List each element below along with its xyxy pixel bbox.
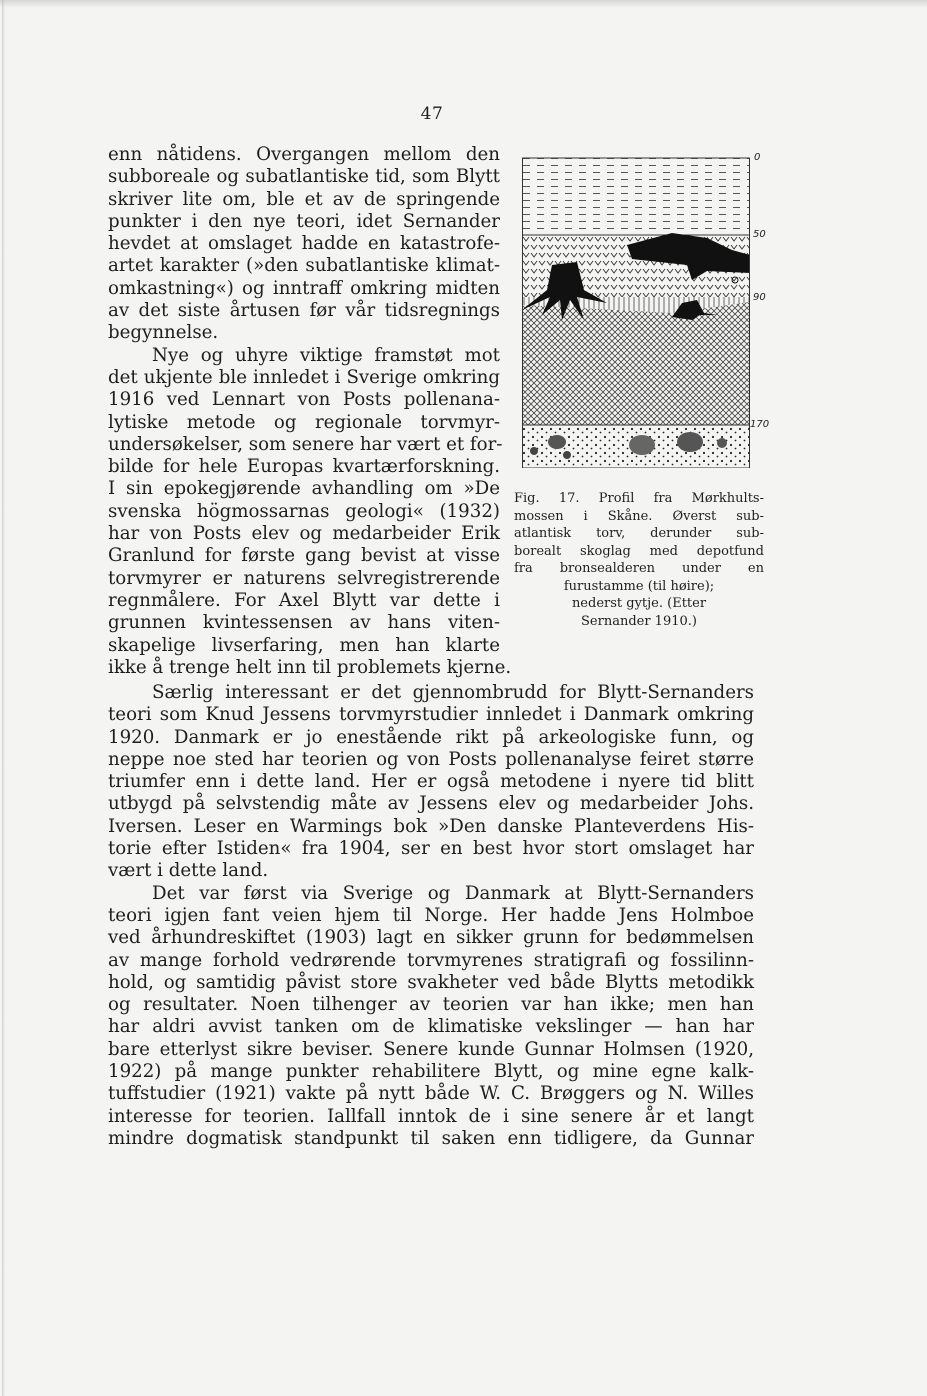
depth-label-50: 50 (753, 229, 766, 240)
text-line: 1916 ved Lennart von Posts pollenana- (108, 389, 500, 411)
text-line: ikke å trenge helt inn til problemets kjerne. (108, 656, 512, 678)
text-line: mindre dogmatisk standpunkt til saken enn tidligere, da Gunnar (108, 1127, 754, 1149)
depth-label-170: 170 (750, 419, 770, 430)
text-line: av det siste årtusen før vår tidsregnings (108, 300, 500, 322)
text-line: vært i dette land. (108, 860, 269, 882)
text-line: torvmyrer er naturens selvregistrerende (108, 567, 500, 589)
depth-label-0: 0 (754, 152, 761, 163)
binding-edge (2, 0, 5, 1396)
caption-line: fra bronsealderen under en (514, 561, 764, 576)
caption-line: furustamme (til høire); (563, 578, 715, 594)
text-line: ved århundreskiftet (1903) lagt en sikker grunn for bedømmelsen (108, 927, 754, 949)
text-line: hold, og samtidig påvist store svakheter ved både Blytts metodikk (108, 971, 754, 993)
text-line: enn nåtidens. Overgangen mellom den (108, 144, 500, 165)
caption-line: Sernander 1910.) (581, 613, 697, 629)
text-line: regnmålere. For Axel Blytt var dette i (108, 589, 500, 611)
text-line: neppe noe sted har teorien og von Posts pollenanalyse feiret større (108, 748, 754, 770)
peat-profile-figure (522, 152, 770, 468)
text-line: undersøkelser, som senere har vært et for- (108, 433, 503, 455)
text-line: av mange forhold vedrørende torvmyrenes stratigrafi og fossilinn- (108, 949, 754, 971)
text-line: Det var først via Sverige og Danmark at Blytt-Sernanders (152, 882, 754, 904)
text-line: I sin epokegjørende avhandling om »De (108, 478, 500, 500)
text-line: grunnen kvintessensen av hans viten- (108, 612, 500, 634)
text-line: utbygd på selvstendig måte av Jessens elev og medarbeider Johs. (108, 793, 754, 815)
text-line: triumfer enn i dette land. Her er også metodene i nyere tid blitt (108, 771, 754, 793)
text-line: og resultater. Noen tilhenger av teorien var han ikke; men han (108, 994, 754, 1016)
narrow-text-column (108, 144, 512, 679)
text-line: subboreale og subatlantiske tid, som Blytt (108, 166, 500, 188)
text-line: 1920. Danmark er jo enestående rikt på arkeologiske funn, og (108, 726, 754, 748)
text-line: skriver lite om, ble et av de springende (108, 188, 500, 210)
text-line: Særlig interessant er det gjennombrudd for Blytt-Sernanders (152, 682, 754, 703)
text-line: Iversen. Leser en Warmings bok »Den danske Planteverdens His- (108, 815, 754, 837)
text-line: hevdet at omslaget hadde en katastrofe- (108, 233, 500, 255)
text-line: Nye og uhyre viktige framstøt mot (152, 344, 500, 366)
text-line: Granlund for første gang bevist at visse (108, 545, 500, 567)
page-number: 47 (420, 104, 444, 124)
text-line: torie efter Istiden« fra 1904, ser en best hvor stort omslaget har (108, 838, 754, 860)
text-line: teori igjen fant veien hjem til Norge. Her hadde Jens Holmboe (108, 904, 754, 926)
text-line: bilde for hele Europas kvartærforskning. (108, 456, 500, 478)
caption-line: mossen i Skåne. Øverst sub- (514, 508, 764, 524)
text-line: omkastning«) og inntraff omkring midten (108, 277, 500, 299)
text-line: har von Posts elev og medarbeider Erik (108, 523, 500, 545)
depth-label-90: 90 (753, 292, 766, 303)
figure-caption (514, 490, 764, 630)
text-line: interesse for teorien. Iallfall inntok de i sine senere år et langt (108, 1105, 754, 1127)
caption-line: Fig. 17. Profil fra Mørkhults- (514, 491, 764, 506)
text-line: artet karakter (»den subatlantiske klimat- (108, 255, 500, 277)
text-line: tuffstudier (1921) vakte på nytt både W. C. Brøggers og N. Willes (108, 1083, 754, 1105)
text-line: teori som Knud Jessens torvmyrstudier innledet i Danmark omkring (108, 704, 754, 726)
caption-line: atlantisk torv, derunder sub- (514, 526, 764, 541)
text-line: har aldri avvist tanken om de klimatiske vekslinger — han har (108, 1016, 754, 1038)
text-line: punkter i den nye teori, idet Sernander (108, 210, 500, 232)
text-line: svenska högmossarnas geologi« (1932) (108, 500, 500, 522)
caption-line: nederst gytje. (Etter (571, 596, 707, 611)
stratigraphy-diagram (522, 155, 750, 468)
page-edge-shadow (0, 0, 927, 8)
full-width-text-column (108, 682, 754, 1150)
text-line: bare etterlyst sikre beviser. Senere kunde Gunnar Holmsen (1920, (108, 1038, 754, 1060)
text-line: lytiske metode og regionale torvmyr- (108, 411, 500, 433)
caption-line: borealt skoglag med depotfund (514, 543, 764, 559)
text-line: det ukjente ble innledet i Sverige omkring (108, 366, 500, 388)
text-line: 1922) på mange punkter rehabilitere Blytt, og mine egne kalk- (108, 1061, 754, 1083)
text-line: begynnelse. (108, 322, 219, 344)
text-line: skapelige livserfaring, men han klarte (108, 634, 500, 656)
